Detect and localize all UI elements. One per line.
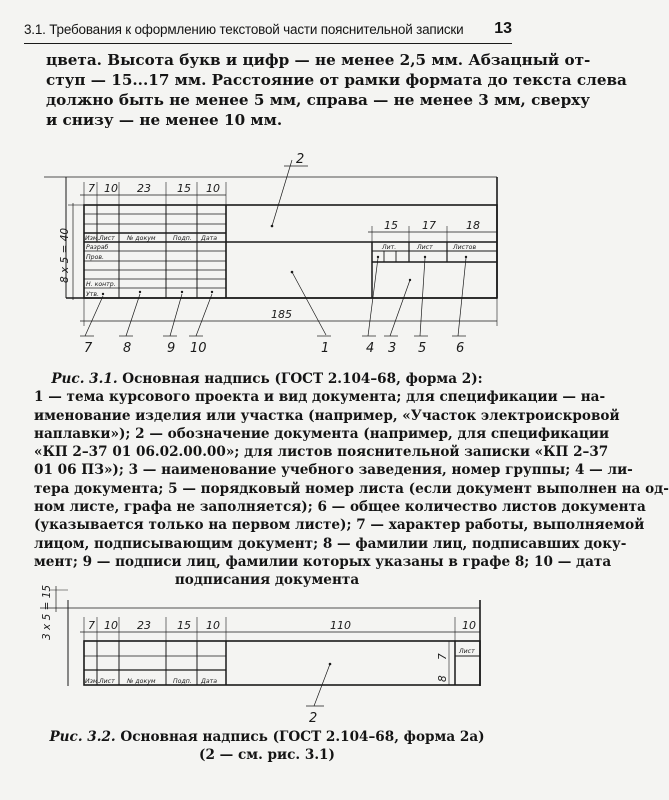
dim-text: 10 xyxy=(462,619,476,632)
cell-label: Пров. xyxy=(86,254,104,261)
callout-number: 3 xyxy=(388,341,397,356)
caption-line: подписания документа xyxy=(174,572,360,589)
figure-title: Основная надпись (ГОСТ 2.104–68, форма 2): xyxy=(122,371,483,387)
figure-2-drawing xyxy=(0,570,532,726)
header-rule xyxy=(24,43,512,44)
leader-dots xyxy=(102,225,467,295)
dim-text-height: 3 x 5 = 15 xyxy=(41,584,53,640)
dim-text: 7 xyxy=(88,182,95,195)
dim-text: 110 xyxy=(330,619,351,632)
dim-text: 15 xyxy=(177,619,191,632)
cell-label: Подп. xyxy=(173,235,192,242)
leader-dot xyxy=(329,663,332,666)
cell-label: Дата xyxy=(201,235,218,242)
cell-label: № докум xyxy=(127,678,156,685)
callout-leader-9 xyxy=(170,294,182,336)
dim-text-side: 7 xyxy=(437,653,449,660)
cell-label: Дата xyxy=(201,678,218,685)
figure-1-caption xyxy=(34,370,669,590)
body-line: цвета. Высота букв и цифр — не менее 2,5 мм. Абзацный от- xyxy=(46,51,591,69)
cell-label: Лист xyxy=(459,648,475,655)
cell-label: Изм. xyxy=(85,678,100,685)
dim-text: 7 xyxy=(88,619,95,632)
figure-label: Рис. 3.2. xyxy=(49,729,116,745)
dim-text-width: 185 xyxy=(271,308,292,321)
callout-leader-8 xyxy=(126,294,140,336)
callout-leader-2 xyxy=(272,160,292,226)
figure-1-drawing xyxy=(0,140,532,372)
body-line: должно быть не менее 5 мм, справа — не менее 3 мм, сверху xyxy=(46,91,590,109)
caption-line: 01 06 ПЗ»); 3 — наименование учебного заведения, номер группы; 4 — ли- xyxy=(34,462,633,479)
caption-line: лицом, подписывающим документ; 8 — фамилии лиц, подписавших доку- xyxy=(34,535,627,552)
caption-line: (указывается только на первом листе); 7 — характер работы, выполняемой xyxy=(34,517,645,534)
title-block-form-2 xyxy=(0,140,532,372)
running-head xyxy=(24,18,512,44)
figure-label: Рис. 3.1. xyxy=(51,371,118,387)
caption-line: мент; 9 — подписи лиц, фамилии которых указаны в графе 8; 10 — дата xyxy=(34,553,612,570)
caption-line: 1 — тема курсового проекта и вид документа; для спецификации — на- xyxy=(34,389,606,406)
running-head-title: 3.1. Требования к оформлению текстовой части пояснительной записки xyxy=(24,22,464,37)
cell-label: Лист xyxy=(417,244,433,251)
callout-leader-5 xyxy=(420,258,425,336)
dim-text: 23 xyxy=(137,182,151,195)
callout-leader-4 xyxy=(368,258,378,336)
body-paragraph xyxy=(46,50,627,130)
dim-text: 10 xyxy=(104,182,118,195)
callout-number: 2 xyxy=(296,152,305,167)
callout-number: 10 xyxy=(190,341,207,356)
callout-leader-1 xyxy=(292,272,326,335)
dim-text: 17 xyxy=(422,219,436,232)
dim-text: 10 xyxy=(104,619,118,632)
cell-label: Лист xyxy=(99,235,115,242)
caption-line: именование изделия или участка (например, «Участок электроискровой xyxy=(34,407,620,424)
dim-text: 15 xyxy=(384,219,398,232)
dim-text: 10 xyxy=(206,619,220,632)
caption-line: «КП 2–37 01 06.02.00.00»; для листов пояснительной записки «КП 2–37 xyxy=(34,444,609,461)
callout-number: 8 xyxy=(123,341,132,356)
callout-number: 1 xyxy=(321,341,330,356)
cell-label: Изм. xyxy=(85,235,100,242)
callout-number: 6 xyxy=(456,341,465,356)
body-line: ступ — 15...17 мм. Расстояние от рамки формата до текста слева xyxy=(46,71,627,89)
cell-label: Лит. xyxy=(382,244,397,251)
callout-leader-3 xyxy=(390,280,410,336)
callout-leader-7 xyxy=(85,296,103,336)
callout-number: 7 xyxy=(84,341,93,356)
callout-number: 9 xyxy=(167,341,176,356)
cell-label: Подп. xyxy=(173,678,192,685)
dim-text-side: 8 xyxy=(437,675,449,682)
cell-label: Разраб xyxy=(86,244,109,251)
callout-number: 5 xyxy=(418,341,427,356)
caption-line: тера документа; 5 — порядковый номер листа (если документ выполнен на од- xyxy=(34,480,669,497)
cell-label: Н. контр. xyxy=(86,281,116,288)
cell-label: Утв. xyxy=(86,291,99,298)
callout-leader-10 xyxy=(196,294,212,336)
title-block-form-2a xyxy=(0,570,532,726)
body-line: и снизу — не менее 10 мм. xyxy=(46,111,283,129)
caption-line: наплавки»); 2 — обозначение документа (например, для спецификации xyxy=(34,425,610,442)
caption-line: ном листе, графа не заполняется); 6 — общее количество листов документа xyxy=(34,499,646,516)
dim-text: 15 xyxy=(177,182,191,195)
page-number: 13 xyxy=(494,20,512,37)
caption-note: (2 — см. рис. 3.1) xyxy=(199,747,335,764)
callout-number: 2 xyxy=(309,711,318,726)
cell-label: Листов xyxy=(453,244,477,251)
callout-number: 4 xyxy=(366,341,375,356)
dim-text: 23 xyxy=(137,619,151,632)
dim-text-height: 8 x 5 = 40 xyxy=(59,227,71,283)
dim-text: 18 xyxy=(466,219,480,232)
dim-text: 10 xyxy=(206,182,220,195)
cell-label: Лист xyxy=(99,678,115,685)
figure-title: Основная надпись (ГОСТ 2.104–68, форма 2а) xyxy=(120,729,485,745)
cell-label: № докум xyxy=(127,235,156,242)
callout-leader-6 xyxy=(458,258,466,336)
figure-2-caption xyxy=(34,728,500,765)
